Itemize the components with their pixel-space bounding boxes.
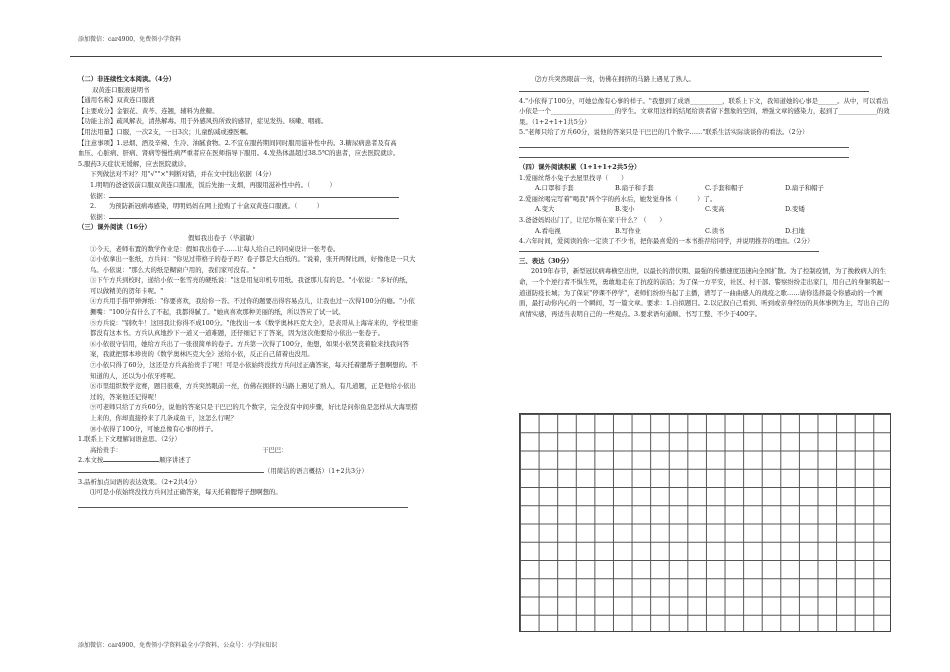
term-1: 高抬贵手： xyxy=(90,445,122,454)
reading-q3: 3.爸爸妈妈出门了，让尼尔斯在家干什么？（ ） xyxy=(519,215,666,224)
option: B.写作业 xyxy=(615,226,641,235)
story-paragraph: ⑦小依只得了60分，这还是方兵高抬贵手了呢！可是小依始终没找方兵问过正确答案，每天托着腮帮子想啊想的。不知道的人，还以为小依牙疼呢。 xyxy=(90,361,418,380)
reading-q3-options xyxy=(519,226,891,237)
q2-post: （用简洁的语言概括）（1+2共3分） xyxy=(264,466,368,475)
judge-instruction: 下列做法对不对？用"√""×"判断对错，并在文中找出依据（4分） xyxy=(90,170,276,179)
story-paragraph: ⑧市里组织数学竞赛，题目很难，方兵突然眼前一亮，仿佛在拥挤的马路上遇见了熟人，有几道题，正是他给小依出过的，答案他还记得呢！ xyxy=(90,382,416,401)
story-title: 假如我出卷子（毕淑敏） xyxy=(188,233,259,242)
option: B.变小 xyxy=(615,205,635,214)
reading-q4: 4.六年时间，爱阅读的你一定读了不少书，把你最喜爱的一本书推荐给同学，并说明推荐的理由。（2分） xyxy=(519,237,814,246)
spec-line: 【注意事项】1.忌烟、酒及辛辣、生冷、油腻食物。2.不宜在服药期间同时服用滋补性中药。3.糖尿病患者及有高 xyxy=(78,138,397,147)
question-2-row xyxy=(78,455,418,466)
question-1: 1.联系上下文理解词语意思。（2分） xyxy=(78,435,181,444)
section-4-title: （四）课外阅读积累（1+1+1+2共5分） xyxy=(519,162,641,171)
story-paragraph: ⑩小依得了100分，可她总像有心事的样子。 xyxy=(90,424,218,433)
basis-line-2 xyxy=(78,212,418,223)
option: D.扇子和帽子 xyxy=(785,184,824,193)
q2-mid: 顺序讲述了 xyxy=(159,456,192,465)
answer-line xyxy=(519,147,849,148)
option: D.扫地 xyxy=(785,226,805,235)
spec-line: 【主要成分】金银花、黄芩、连翘，辅料为蔗糖。 xyxy=(78,106,219,115)
section-5-title: 三、表达（30分） xyxy=(519,256,573,265)
section-2-title: （二）非连续性文本阅读。（4分） xyxy=(78,75,176,83)
q2-pre: 2.本文按 xyxy=(78,456,104,465)
answer-line xyxy=(519,157,849,158)
option: A.看电视 xyxy=(535,226,561,235)
spec-line: 5.服药3天症状无缓解，应去医院就诊。 xyxy=(78,159,191,168)
spec-line: 【用法用量】口服，一次2支，一日3次；儿童酌减或遵医嘱。 xyxy=(78,127,253,136)
option: C.手套和帽子 xyxy=(705,184,744,193)
story-paragraph: ①今天，老师布置的数学作业是：假如我出卷子……让每人给自己的同桌设计一张考卷。 xyxy=(90,244,340,253)
composition-grid[interactable] xyxy=(519,413,891,632)
question-3-2: ⑵方兵突然眼前一亮，仿佛在拥挤的马路上遇见了熟人。 xyxy=(535,75,695,83)
page-footer: 添加微信：car4900，免费领小学资料最全小学资料，公众号：小学拉知识 xyxy=(78,642,278,649)
reading-q2-options xyxy=(519,204,891,215)
basis-line-1 xyxy=(78,191,418,202)
judge-question-2: 2. 为预防新冠病毒感染，明明妈妈在网上抢购了十盒双黄连口服液。（ ） xyxy=(90,202,323,211)
story-paragraph: ②小依拿出一张纸，方兵问："你见过带格子的卷子吗？卷子都是大白纸的。"说着，张开两臂比画，好像他是一只大鸟。小依说："那么大的纸是糊窗户用的，我们家可没有。" xyxy=(90,255,416,274)
doc-title: 双黄连口服液说明书 xyxy=(92,85,150,94)
story-paragraph: ⑥小依很守信用，她给方兵出了一张很简单的卷子。方兵第一次得了100分，他想，如果小依哭丧着脸来找我问答案，我就把那本珍贵的《数学奥林匹克大全》送给小依，反正自己留着也没用。 xyxy=(90,339,409,359)
spec-line: 【功能主治】疏风解表，清热解毒。用于外感风热所致的感冒，症见发热、咳嗽、咽痛。 xyxy=(78,117,328,126)
option: D.变矮 xyxy=(785,205,805,214)
question-5: 5."老师只给了方兵60分，说他的答案只是干巴巴的几个数字……"联系生活实际谈谈你的看法。（2分） xyxy=(519,128,809,137)
term-row xyxy=(78,445,418,456)
answer-line xyxy=(519,91,869,92)
right-column xyxy=(519,74,891,319)
option: C.读书 xyxy=(705,226,725,235)
option: A.变大 xyxy=(535,205,555,214)
basis-label: 依据： xyxy=(90,191,110,200)
option: C.变高 xyxy=(705,205,725,214)
answer-line xyxy=(78,507,408,508)
story-paragraph: ⑤方兵说："别吹牛！这回我让你得不成100分。"他找出一本《数学奥林匹克大全》，是表哥从上海寄来的，学校里谁都没有这本书。方兵认真地抄下一道又一道难题，还仔细记下了答案，因为这次他要给小依出一张卷子。 xyxy=(90,318,419,338)
question-4: 4."小依得了100分，可她总像有心事的样子。"我想到了成语__________，联系上下文，我知道她的心事是______。从中，可以看出小依是一个____________________的学生。文章用这样的结尾给读者留下想象的空间，增强文章的感染力，起到了____________的效果。（1+2+1+1共5分） xyxy=(519,96,890,126)
basis-label: 依据： xyxy=(90,212,110,221)
page-header: 添加微信：car4900，免费领小学资料 xyxy=(78,36,182,43)
question-2-answer-row xyxy=(78,466,418,477)
term-2: 干巴巴： xyxy=(261,445,288,454)
left-column xyxy=(78,74,418,512)
story-paragraph: ③下午方兵到校时，递给小依一张雪亮的硬纸说："这是用复印机专用纸。我爸那儿有的是。"小依说："多好的纸，可以做精美的贺年卡呢。" xyxy=(90,276,412,295)
story-paragraph: ⑨可老师只给了方兵60分，说他的答案只是干巴巴的几个数字，完全没有中间步骤，好比是问你鱼是怎样从大海里捞上来的，你却直接拎来了几条咸鱼干，这怎么行呢？ xyxy=(90,403,418,422)
judge-question-1: 1.明明的爸爸饭前口服双黄连口服液，饭后先抽一支烟，再服用滋补性中药。（ ） xyxy=(90,180,336,189)
option: A.口罩和手套 xyxy=(535,184,574,193)
option: B.扇子和手套 xyxy=(615,184,654,193)
reading-q2: 2.爱丽丝喝完写着"喝我"两个字的药水后，她发觉身体（ ）了。 xyxy=(519,194,717,203)
header-rule xyxy=(70,56,882,57)
reading-q1: 1.爱丽丝帮小兔子去屋里找寻（ ） xyxy=(519,173,628,182)
essay-prompt: 2019年春节，新型冠状病毒横空出世，以最长的潜伏期、最强的传播速度迅速向全国扩散。为了控制疫情，为了挽救病人的生命，一个个逆行者不惧生死，勇敢地走在了抗疫的前沿；为了保一方平安，社区、村干部、警察纷纷走出家门，用自己的身躯筑起一道道防疫长城；为了保证"停课不停学"，老师们纷纷当起了主播，谱写了一曲曲感人的战疫之歌……请你选择最令你感动的一个画面，最打动你内心的一个瞬间，写一篇文章。要求：1.自拟题目。2.以记叙自己看到、听到或亲身经历的具体事例为主，写出自己的真情实感，再适当表明自己的一些观点。3.要求语句通顺、书写工整、不少于400字。 xyxy=(519,267,890,318)
story-paragraph: ④方兵用手指甲弹弹纸："你要喜欢，我给你一沓。不过你的题要出得容易点儿，让我也过一次得100分的瘾。"小依撅嘴："100分有什么了不起，我都得腻了。"她真喜欢那种美丽的纸，所以答应了试一试。 xyxy=(90,297,415,317)
answer-line xyxy=(519,251,819,252)
reading-q1-options xyxy=(519,183,891,194)
spec-line: 血压、心脏病、肝病、肾病等慢性病严重者应在医师指导下服用。4.发热体温超过38.5℃的患者，应去医院就诊。 xyxy=(78,149,400,158)
question-3-1: ⑴可是小依始终没找方兵问过正确答案，每天托着腮帮子想啊想的。 xyxy=(90,488,282,497)
question-3: 3.品析加点词语的表达效果。（2+2共4分） xyxy=(78,477,201,486)
spec-line: 【通用名称】双黄连口服液 xyxy=(78,96,155,105)
section-3-title: （三）课外阅读（16分） xyxy=(78,223,151,232)
